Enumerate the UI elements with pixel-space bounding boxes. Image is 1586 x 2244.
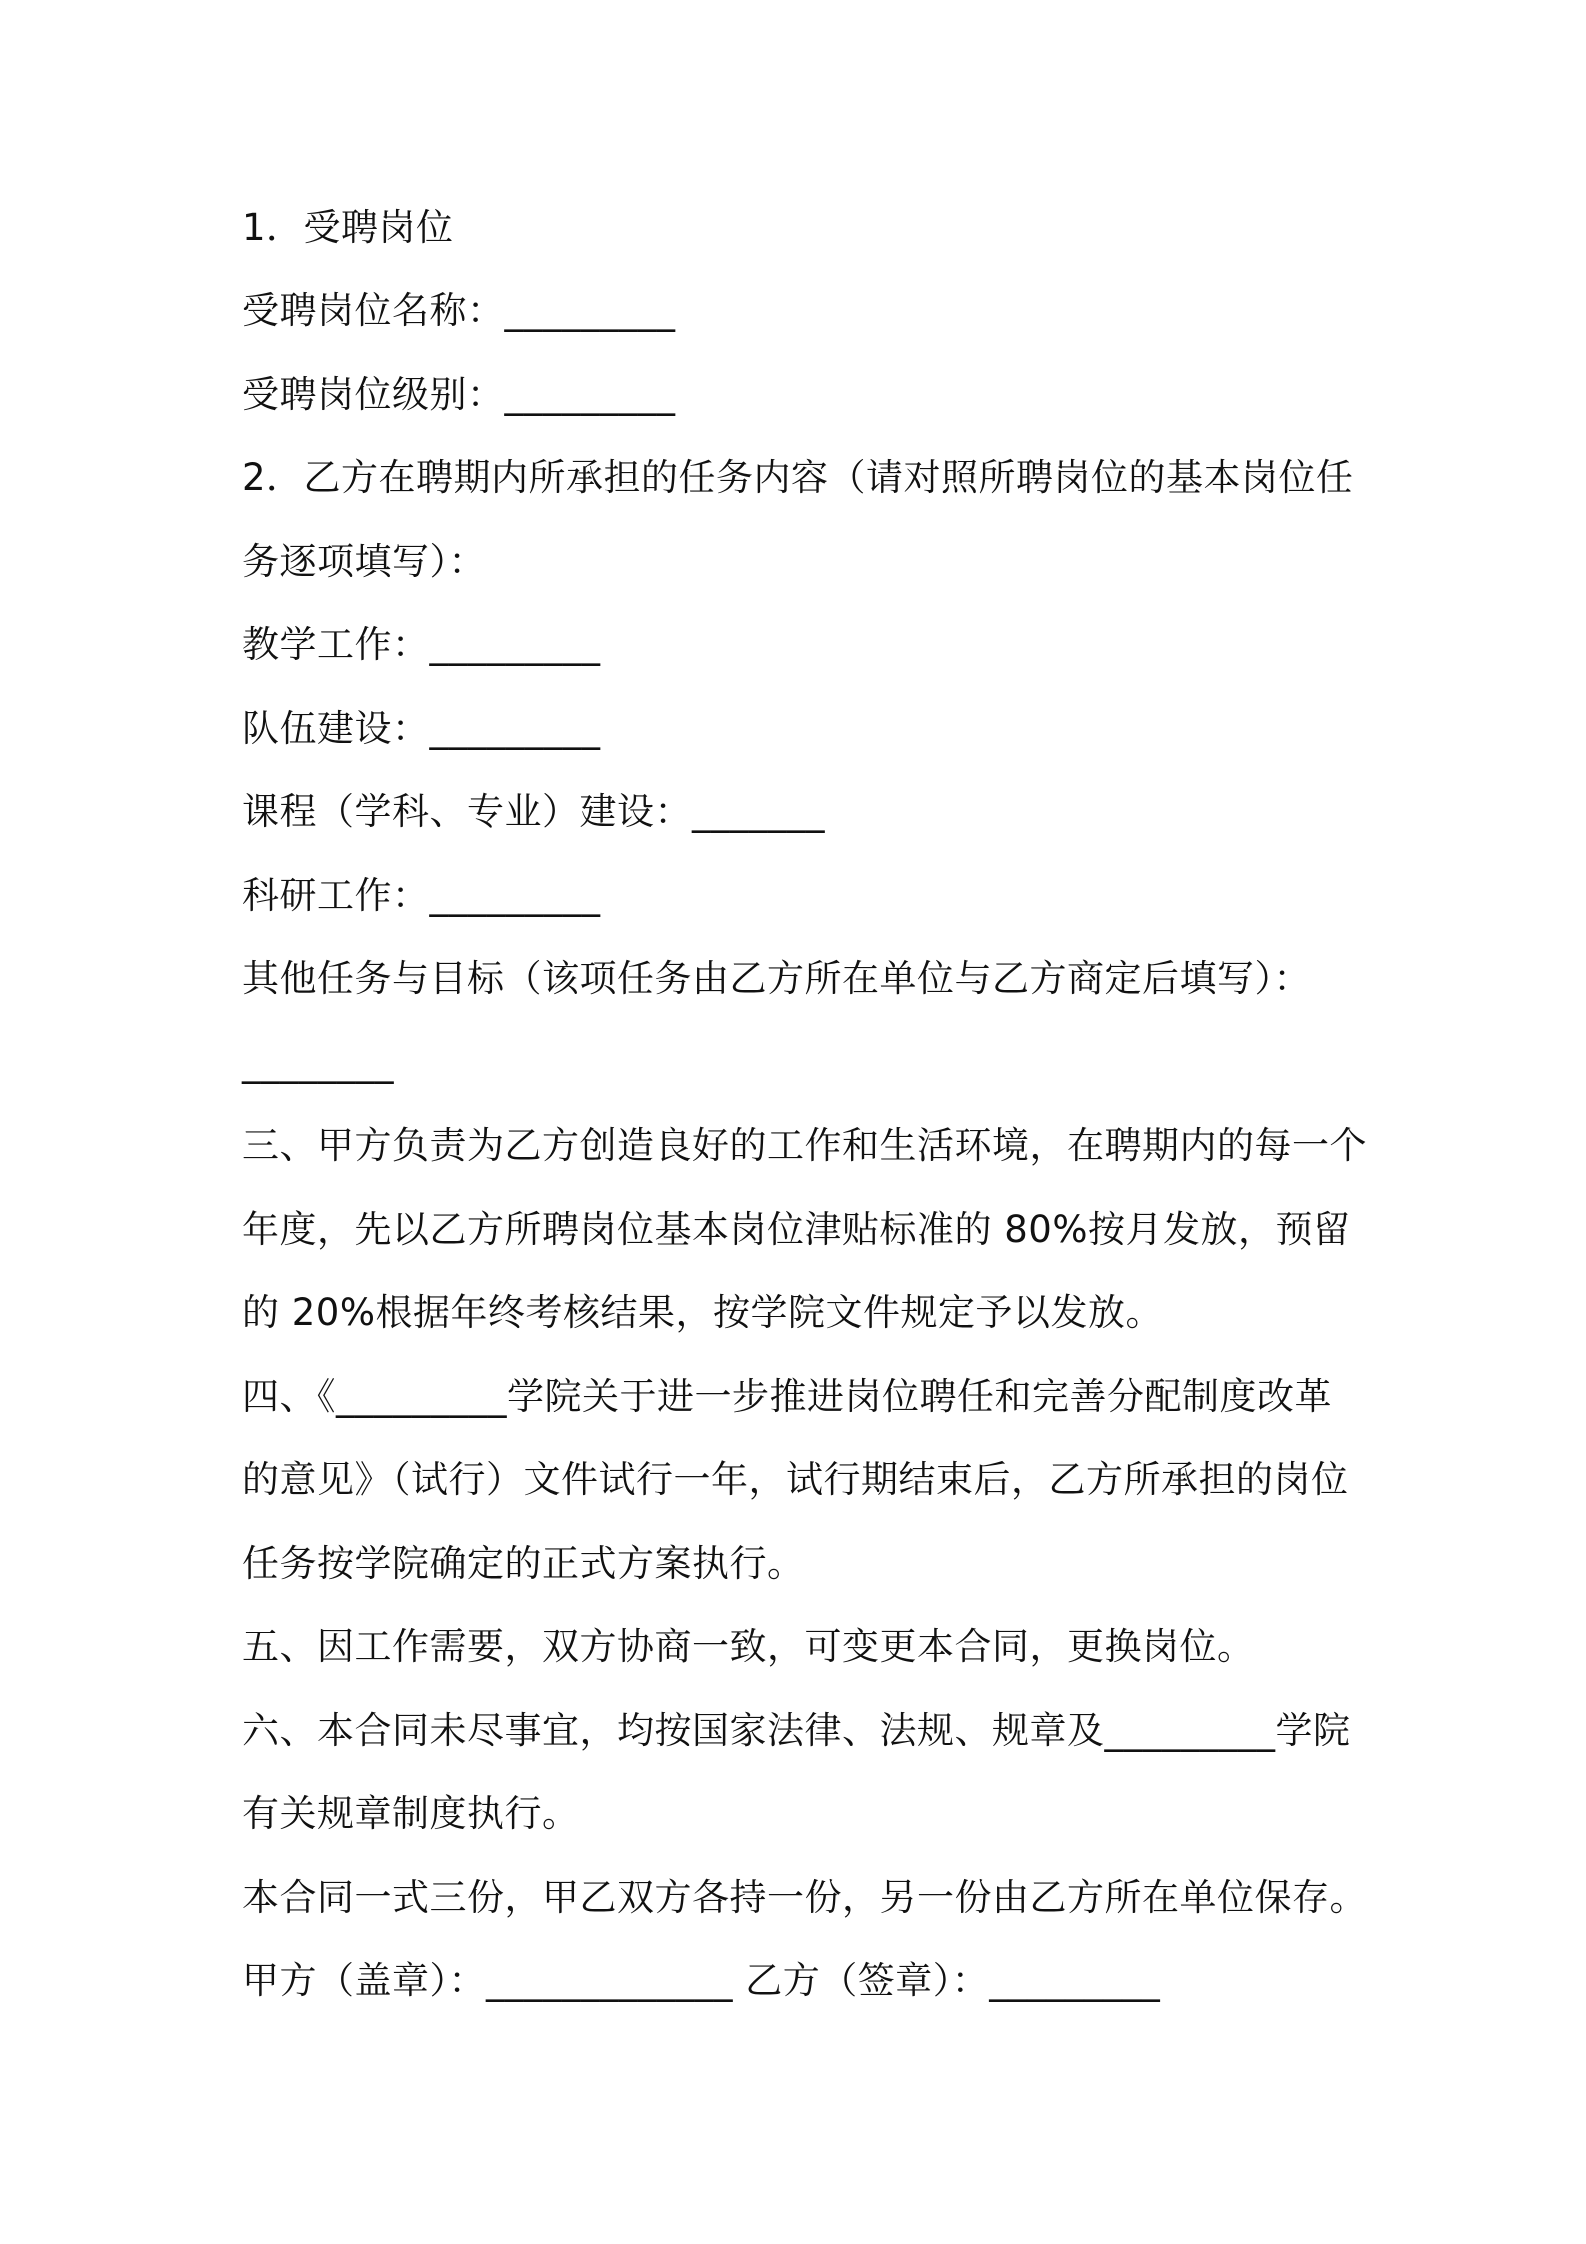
clause-four-paragraph-end: 任务按学院确定的正式方案执行。: [242, 1542, 805, 1585]
team-building-field: 队伍建设：_________: [242, 707, 601, 750]
clause-six-paragraph: 六、本合同未尽事宜，均按国家法律、法规、规章及_________学院: [242, 1709, 1351, 1752]
section-tasks-heading: 2．乙方在聘期内所承担的任务内容（请对照所聘岗位的基本岗位任: [242, 456, 1354, 499]
teaching-work-field: 教学工作：_________: [242, 623, 601, 666]
other-tasks-blank: ________: [242, 1041, 394, 1084]
signature-line: 甲方（盖章）：_____________ 乙方（签章）：_________: [242, 1959, 1161, 2002]
clause-five-paragraph: 五、因工作需要，双方协商一致，可变更本合同，更换岗位。: [242, 1625, 1255, 1668]
section-tasks-heading-cont: 务逐项填写）：: [242, 540, 486, 583]
course-building-field: 课程（学科、专业）建设：_______: [242, 790, 825, 833]
clause-four-paragraph-cont: 的意见》（试行）文件试行一年，试行期结束后，乙方所承担的岗位: [242, 1458, 1349, 1501]
post-name-field: 受聘岗位名称：_________: [242, 289, 676, 332]
post-level-field: 受聘岗位级别：_________: [242, 373, 676, 416]
other-tasks-field: 其他任务与目标（该项任务由乙方所在单位与乙方商定后填写）：: [242, 957, 1311, 1000]
clause-three-paragraph-end: 的 20%根据年终考核结果，按学院文件规定予以发放。: [242, 1291, 1163, 1334]
section-post-heading: 1．受聘岗位: [242, 206, 454, 249]
copies-statement: 本合同一式三份，甲乙双方各持一份，另一份由乙方所在单位保存。: [242, 1876, 1367, 1919]
research-work-field: 科研工作：_________: [242, 874, 601, 917]
clause-four-paragraph: 四、《_________学院关于进一步推进岗位聘任和完善分配制度改革: [242, 1375, 1332, 1418]
clause-three-paragraph-cont: 年度，先以乙方所聘岗位基本岗位津贴标准的 80%按月发放，预留: [242, 1208, 1351, 1251]
clause-three-paragraph: 三、甲方负责为乙方创造良好的工作和生活环境，在聘期内的每一个: [242, 1124, 1367, 1167]
clause-six-paragraph-end: 有关规章制度执行。: [242, 1792, 580, 1835]
